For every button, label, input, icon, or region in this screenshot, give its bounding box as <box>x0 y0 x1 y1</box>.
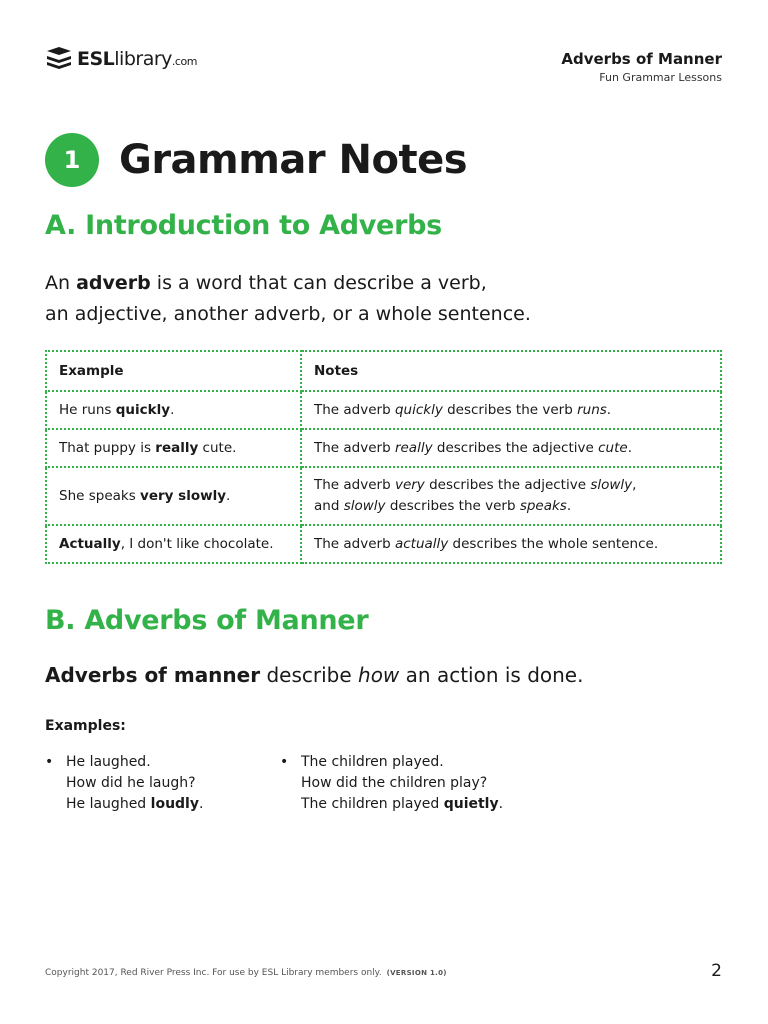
logo-text: ESLlibrary.com <box>77 48 197 70</box>
table-row <box>46 467 721 525</box>
lesson-title: Adverbs of Manner <box>561 50 722 68</box>
adverb-examples-table <box>45 350 722 564</box>
stacked-books-icon <box>45 45 73 73</box>
table-row <box>46 391 721 429</box>
column-header-example: Example <box>46 351 301 391</box>
manner-definition: Adverbs of manner describe how an action is done. <box>45 663 584 687</box>
section-number-badge: 1 <box>45 133 99 187</box>
section-heading <box>45 133 467 187</box>
example-cell: She speaks very slowly. <box>46 467 301 525</box>
example-cell: Actually, I don't like chocolate. <box>46 525 301 563</box>
adverb-definition: An adverb is a word that can describe a verb, an adjective, another adverb, or a whole sentence. <box>45 272 531 325</box>
lesson-series: Fun Grammar Lessons <box>599 71 722 84</box>
notes-cell: The adverb really describes the adjective cute. <box>301 429 721 467</box>
example-cell: That puppy is really cute. <box>46 429 301 467</box>
copyright-footer: Copyright 2017, Red River Press Inc. For use by ESL Library members only. (VERSION 1.0) <box>45 968 447 978</box>
notes-cell: The adverb actually describes the whole sentence. <box>301 525 721 563</box>
example-item: • He laughed. How did he laugh? He laughed loudly. <box>45 754 204 812</box>
esl-library-logo <box>45 45 197 73</box>
example-cell: He runs quickly. <box>46 391 301 429</box>
version-label: (VERSION 1.0) <box>386 969 447 977</box>
part-b-heading: B. Adverbs of Manner <box>45 605 369 636</box>
part-a-heading: A. Introduction to Adverbs <box>45 210 442 241</box>
examples-label: Examples: <box>45 718 126 734</box>
bullet-icon: • <box>280 754 289 770</box>
notes-cell: The adverb quickly describes the verb runs. <box>301 391 721 429</box>
table-row <box>46 525 721 563</box>
notes-cell: The adverb very describes the adjective slowly, and slowly describes the verb speaks. <box>301 467 721 525</box>
document-header <box>561 50 722 84</box>
bullet-icon: • <box>45 754 54 770</box>
page-number: 2 <box>711 961 722 981</box>
section-title: Grammar Notes <box>119 137 468 183</box>
table-row <box>46 429 721 467</box>
table-header-row <box>46 351 721 391</box>
column-header-notes: Notes <box>301 351 721 391</box>
example-item: • The children played. How did the children play? The children played quietly. <box>280 754 504 812</box>
